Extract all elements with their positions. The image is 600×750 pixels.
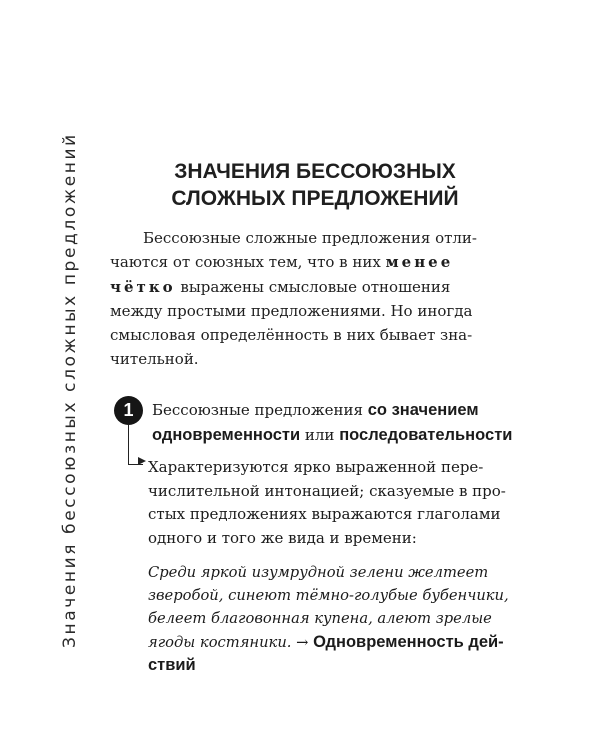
point-text: Бессоюзные предложения bbox=[152, 401, 368, 419]
intro-line bbox=[110, 275, 530, 299]
example-text: ягоды костяники. → bbox=[148, 633, 314, 651]
section-heading bbox=[150, 158, 480, 212]
point-description bbox=[148, 456, 528, 550]
intro-line: между простыми предложениями. Но иногда bbox=[110, 301, 473, 320]
example-line: белеет благовонная купена, алеют зрелые bbox=[148, 610, 492, 628]
example-line bbox=[148, 654, 528, 677]
point-line bbox=[152, 398, 532, 423]
example-line bbox=[148, 631, 528, 654]
point-emphasis: последовательности bbox=[339, 426, 513, 444]
point-heading bbox=[152, 398, 532, 448]
example-conclusion: Одновременность дей- bbox=[313, 632, 504, 651]
intro-text: чаются от союзных тем, что в них bbox=[110, 253, 386, 272]
example-line: Среди яркой изумрудной зелени желтеет bbox=[148, 564, 489, 581]
intro-emphasis: чётко bbox=[110, 277, 176, 296]
intro-line: смысловая определённость в них бывает зна- bbox=[110, 326, 473, 345]
point-emphasis: одновременности bbox=[152, 426, 301, 444]
point-text: или bbox=[300, 426, 340, 444]
intro-text: выражены смысловые отношения bbox=[175, 277, 451, 296]
desc-line: стых предложениях выражаются глаголами bbox=[148, 505, 501, 523]
intro-emphasis: менее bbox=[385, 253, 454, 272]
example-conclusion: ствий bbox=[148, 655, 196, 674]
desc-line: Характеризуются ярко выраженной пере- bbox=[148, 458, 484, 476]
arrow-right-icon bbox=[138, 457, 146, 465]
point-emphasis: со значением bbox=[367, 401, 479, 419]
intro-line: Бессоюзные сложные предложения отли- bbox=[143, 229, 477, 247]
heading-line-1: ЗНАЧЕНИЯ БЕССОЮЗНЫХ bbox=[174, 160, 456, 183]
point-number-badge: 1 bbox=[114, 396, 143, 425]
example-line: зверобой, синеют тёмно-голубые бубенчики, bbox=[148, 587, 509, 605]
desc-line: числительной интонацией; сказуемые в про- bbox=[148, 481, 506, 500]
desc-line: одного и того же вида и времени: bbox=[148, 528, 417, 547]
point-line bbox=[152, 423, 532, 448]
heading-line-2: СЛОЖНЫХ ПРЕДЛОЖЕНИЙ bbox=[171, 187, 459, 210]
side-running-title: Значения бессоюзных сложных предложений bbox=[60, 132, 80, 648]
intro-line bbox=[110, 250, 530, 274]
example-block bbox=[148, 561, 528, 677]
intro-paragraph bbox=[110, 226, 530, 372]
intro-line: чительной. bbox=[110, 350, 199, 369]
